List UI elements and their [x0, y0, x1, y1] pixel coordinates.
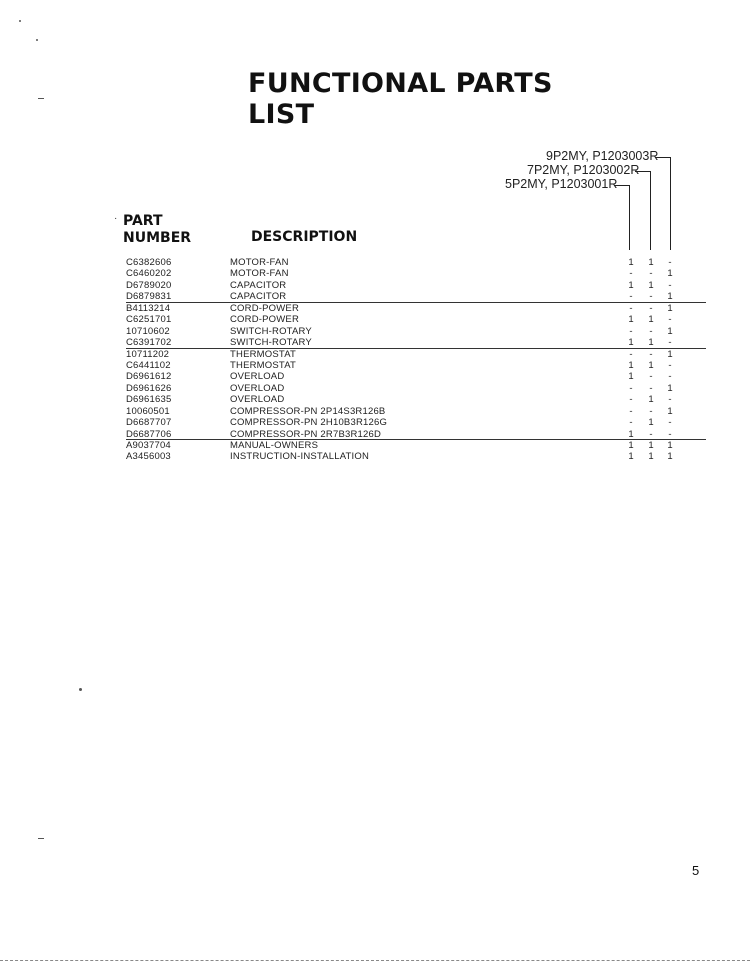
qty-7p2my: 1	[648, 257, 654, 268]
scan-speck	[38, 98, 44, 99]
scan-bottom-edge	[0, 960, 750, 961]
scan-speck	[36, 39, 38, 41]
qty-9p2my: 1	[667, 348, 673, 360]
qty-5p2my: -	[629, 291, 633, 303]
part-number: C6382606	[126, 257, 172, 268]
part-description: CORD-POWER	[230, 314, 300, 326]
model-bracket-5p2my	[614, 185, 630, 250]
model-bracket-7p2my	[635, 171, 651, 250]
table-row	[126, 280, 706, 291]
part-number: C6441102	[126, 359, 171, 371]
qty-9p2my: -	[668, 428, 672, 440]
qty-5p2my: -	[629, 302, 633, 314]
qty-9p2my: 1	[667, 302, 673, 314]
table-row	[126, 360, 706, 371]
part-number: D6687706	[126, 428, 172, 440]
qty-7p2my: -	[649, 371, 653, 383]
page-title: FUNCTIONAL PARTS LIST	[248, 68, 553, 130]
qty-9p2my: -	[668, 394, 672, 406]
qty-9p2my: 1	[667, 440, 673, 451]
qty-5p2my: 1	[628, 428, 634, 440]
qty-9p2my: 1	[667, 405, 673, 417]
part-description: INSTRUCTION-INSTALLATION	[230, 451, 370, 463]
table-row	[126, 383, 706, 394]
qty-5p2my: 1	[628, 451, 634, 463]
part-number: C6251701	[126, 314, 172, 326]
part-number: C6391702	[126, 337, 172, 349]
part-description: MANUAL-OWNERS	[230, 440, 319, 451]
part-number: 10710602	[126, 325, 170, 337]
qty-5p2my: 1	[628, 257, 634, 268]
table-row	[126, 337, 706, 348]
qty-9p2my: 1	[667, 291, 673, 303]
header-bullet: ·	[114, 213, 118, 224]
qty-7p2my: -	[649, 428, 653, 440]
table-row	[126, 291, 706, 302]
scan-speck	[38, 838, 44, 839]
table-row	[126, 349, 706, 360]
part-description: CAPACITOR	[230, 291, 287, 303]
qty-5p2my: -	[629, 394, 633, 406]
table-row	[126, 303, 706, 314]
part-number: 10060501	[126, 405, 170, 417]
part-number: D6687707	[126, 417, 172, 429]
qty-7p2my: 1	[648, 394, 654, 406]
qty-7p2my: -	[649, 291, 653, 303]
part-header-line2: NUMBER	[123, 230, 192, 246]
qty-7p2my: -	[649, 382, 653, 394]
scan-speck	[19, 20, 21, 22]
qty-7p2my: 1	[648, 359, 654, 371]
part-number: A9037704	[126, 440, 171, 451]
qty-9p2my: -	[668, 359, 672, 371]
qty-9p2my: 1	[667, 451, 673, 463]
part-description: CORD-POWER	[230, 302, 300, 314]
part-number: B4113214	[126, 302, 171, 314]
part-description: MOTOR-FAN	[230, 257, 289, 268]
part-description: COMPRESSOR-PN 2R7B3R126D	[230, 428, 382, 440]
table-row	[126, 429, 706, 440]
qty-5p2my: 1	[628, 440, 634, 451]
table-row	[126, 257, 706, 268]
table-row	[126, 314, 706, 325]
part-description: SWITCH-ROTARY	[230, 337, 312, 349]
qty-7p2my: 1	[648, 451, 654, 463]
part-description: CAPACITOR	[230, 279, 287, 291]
qty-7p2my: -	[649, 268, 653, 280]
part-description: OVERLOAD	[230, 382, 285, 394]
part-description: SWITCH-ROTARY	[230, 325, 312, 337]
part-description: MOTOR-FAN	[230, 268, 289, 280]
qty-7p2my: 1	[648, 337, 654, 349]
qty-9p2my: -	[668, 279, 672, 291]
qty-9p2my: 1	[667, 325, 673, 337]
table-row	[126, 417, 706, 428]
qty-7p2my: -	[649, 325, 653, 337]
qty-7p2my: 1	[648, 440, 654, 451]
part-number: D6879831	[126, 291, 172, 303]
qty-7p2my: -	[649, 348, 653, 360]
part-number: 10711202	[126, 348, 170, 360]
table-row	[126, 268, 706, 279]
part-description: COMPRESSOR-PN 2H10B3R126G	[230, 417, 388, 429]
qty-7p2my: -	[649, 405, 653, 417]
qty-5p2my: 1	[628, 337, 634, 349]
model-label-5p2my: 5P2MY, P1203001R	[505, 177, 618, 191]
table-row	[126, 371, 706, 382]
qty-5p2my: -	[629, 417, 633, 429]
part-description: COMPRESSOR-PN 2P14S3R126B	[230, 405, 386, 417]
qty-9p2my: -	[668, 337, 672, 349]
qty-5p2my: -	[629, 325, 633, 337]
qty-7p2my: 1	[648, 417, 654, 429]
qty-5p2my: 1	[628, 359, 634, 371]
table-row	[126, 451, 706, 462]
qty-9p2my: -	[668, 314, 672, 326]
qty-9p2my: -	[668, 257, 672, 268]
qty-9p2my: -	[668, 417, 672, 429]
qty-9p2my: 1	[667, 268, 673, 280]
part-number: D6789020	[126, 279, 172, 291]
part-number: D6961635	[126, 394, 172, 406]
qty-5p2my: 1	[628, 371, 634, 383]
scan-speck	[79, 688, 82, 691]
qty-5p2my: -	[629, 405, 633, 417]
table-row	[126, 394, 706, 405]
qty-5p2my: 1	[628, 314, 634, 326]
part-number: A3456003	[126, 451, 171, 463]
qty-7p2my: 1	[648, 314, 654, 326]
qty-7p2my: -	[649, 302, 653, 314]
part-description: OVERLOAD	[230, 394, 285, 406]
qty-9p2my: -	[668, 371, 672, 383]
qty-5p2my: -	[629, 348, 633, 360]
page-number: 5	[692, 863, 700, 878]
table-row	[126, 326, 706, 337]
qty-5p2my: -	[629, 268, 633, 280]
part-description: THERMOSTAT	[230, 359, 297, 371]
part-number: D6961626	[126, 382, 172, 394]
part-description: OVERLOAD	[230, 371, 285, 383]
part-number: D6961612	[126, 371, 172, 383]
parts-table	[126, 257, 706, 463]
qty-9p2my: 1	[667, 382, 673, 394]
model-label-7p2my: 7P2MY, P1203002R	[527, 163, 640, 177]
part-description: THERMOSTAT	[230, 348, 297, 360]
table-row	[126, 440, 706, 451]
qty-5p2my: 1	[628, 279, 634, 291]
qty-5p2my: -	[629, 382, 633, 394]
description-header: DESCRIPTION	[251, 229, 358, 245]
part-number: C6460202	[126, 268, 172, 280]
model-label-9p2my: 9P2MY, P1203003R	[546, 149, 659, 163]
part-header-line1: PART	[123, 213, 163, 229]
qty-7p2my: 1	[648, 279, 654, 291]
table-row	[126, 406, 706, 417]
model-bracket-9p2my	[655, 157, 671, 250]
